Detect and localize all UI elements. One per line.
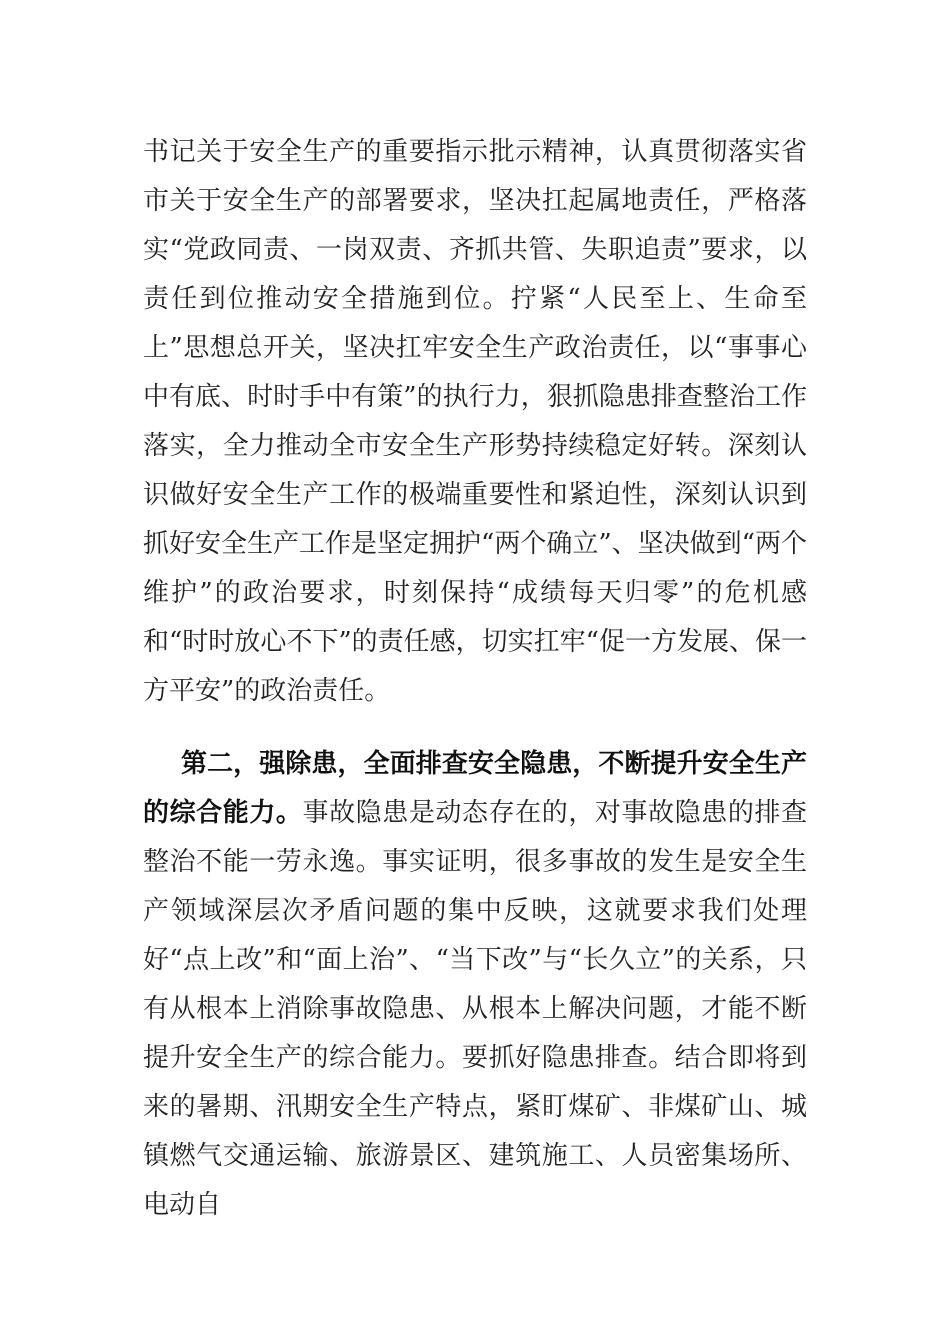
paragraph-1 (143, 128, 807, 716)
paragraph-2-text: 事故隐患是动态存在的，对事故隐患的排查整治不能一劳永逸。事实证明，很多事故的发生是安全生产领域深层次矛盾问题的集中反映，这就要求我们处理好“点上改”和“面上治”、“当下改”与“长久立”的关系，只有从根本上消除事故隐患、从根本上解决问题，才能不断提升安全生产的综合能力。要抓好隐患排查。结合即将到来的暑期、汛期安全生产特点，紧盯煤矿、非煤矿山、城镇燃气交通运输、旅游景区、建筑施工、人员密集场所、电动自 (143, 798, 807, 1220)
paragraph-2-lead: 第二，强除患，全面排查安全隐患，不断提升安全生产的综合能力。 (143, 749, 807, 828)
paragraph-2 (143, 740, 807, 1230)
paragraph-1-text: 书记关于安全生产的重要指示批示精神，认真贯彻落实省市关于安全生产的部署要求，坚决扛起属地责任，严格落实“党政同责、一岗双责、齐抓共管、失职追责”要求，以责任到位推动安全措施到位。拧紧“人民至上、生命至上”思想总开关，坚决扛牢安全生产政治责任，以“事事心中有底、时时手中有策”的执行力，狠抓隐患排查整治工作落实，全力推动全市安全生产形势持续稳定好转。深刻认识做好安全生产工作的极端重要性和紧迫性，深刻认识到抓好安全生产工作是坚定拥护“两个确立”、坚决做到“两个维护”的政治要求，时刻保持“成绩每天归零”的危机感和“时时放心不下”的责任感，切实扛牢“促一方发展、保一方平安”的政治责任。 (143, 137, 807, 706)
document-body (143, 128, 807, 1230)
